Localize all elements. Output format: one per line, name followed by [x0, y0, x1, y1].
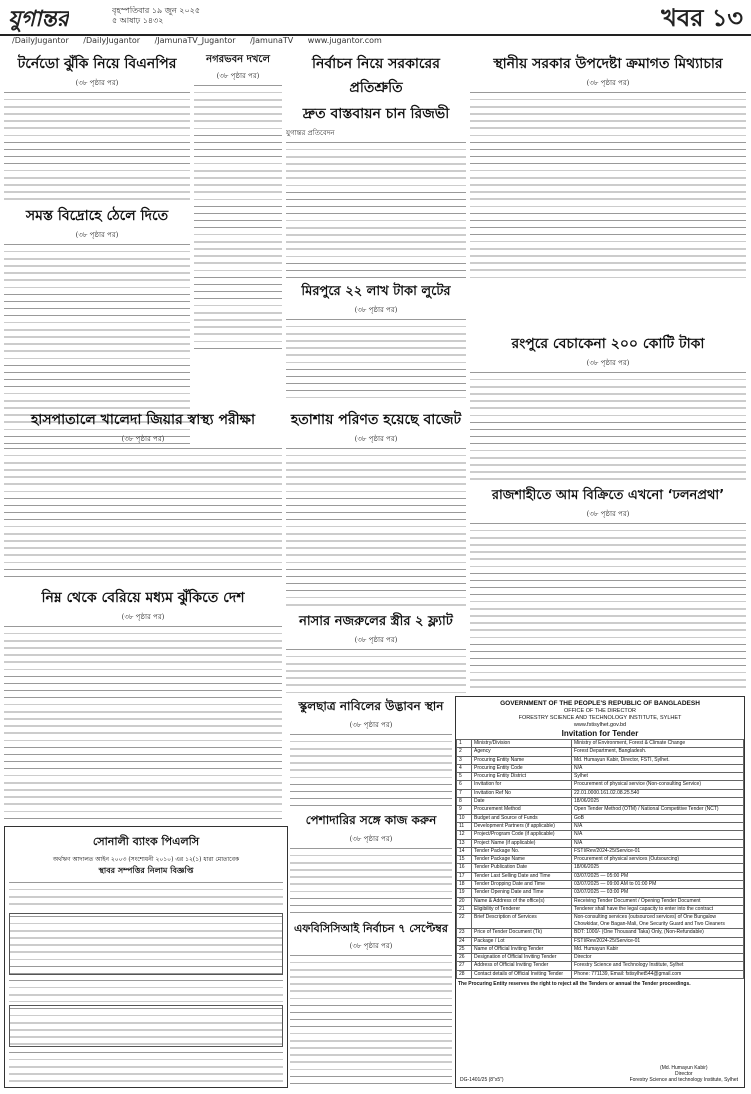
date-bangla: ৫ আষাঢ় ১৪৩২: [112, 16, 164, 25]
article-hospital: [4, 408, 282, 582]
table-cell: 25: [457, 945, 472, 953]
headline: স্কুলছাত্র নাবিলের উদ্ভাবন স্থান: [298, 699, 444, 713]
continued-note: (৩৮ পৃষ্ঠার পর): [586, 359, 630, 367]
table-cell: 21: [457, 905, 472, 913]
article-nasa: [286, 612, 466, 694]
date-line: [112, 6, 200, 26]
continued-note: (৩৮ পৃষ্ঠার পর): [121, 435, 165, 443]
headline: নিম্ন থেকে বেরিয়ে মধ্যম ঝুঁকিতে দেশ: [41, 590, 245, 606]
table-cell: 13: [457, 839, 472, 847]
tender-table: [456, 739, 744, 979]
masthead: [0, 0, 751, 36]
table-cell: Tender Package Name: [472, 856, 572, 864]
bank-name: সোনালী ব্যাংক পিএলসি: [92, 835, 200, 848]
table-cell: 7: [457, 789, 472, 797]
table-cell: Contact details of Official Inviting Tender: [472, 970, 572, 978]
article-middle-class: [4, 586, 282, 822]
table-cell: Project/Program Code (if applicable): [472, 831, 572, 839]
table-cell: Procurement of physical service (Non-consulting Service): [572, 781, 744, 789]
byline: যুগান্তর প্রতিবেদন: [286, 129, 335, 137]
continued-note: (৩৮ পৃষ্ঠার পর): [121, 613, 165, 621]
table-row: [457, 839, 744, 847]
headline: হাসপাতালে খালেদা জিয়ার স্বাস্থ্য পরীক্ষা: [30, 412, 256, 428]
table-cell: Invitation for: [472, 781, 572, 789]
article-mirpur: [286, 282, 466, 404]
table-cell: Project Name (if applicable): [472, 839, 572, 847]
table-cell: Development Partners (if applicable): [472, 822, 572, 830]
table-cell: 15: [457, 856, 472, 864]
article-body: [290, 953, 452, 1088]
article-fbcci: [290, 920, 452, 1088]
continued-note: (৩৮ পৃষ্ঠার পর): [586, 79, 630, 87]
headline: নির্বাচন নিয়ে সরকারের প্রতিশ্রুতি: [312, 56, 440, 96]
table-row: [457, 748, 744, 756]
table-cell: Md. Humayun Kabir, Director, FSTI, Sylhet.: [572, 756, 744, 764]
table-row: [457, 962, 744, 970]
table-cell: Ministry of Environment, Forest & Climate Change: [572, 740, 744, 748]
office-title: OFFICE OF THE DIRECTOR: [564, 708, 636, 714]
table-cell: Name of Official Inviting Tender: [472, 945, 572, 953]
headline: সমস্ত বিদ্রোহে ঠেলে দিতে: [25, 208, 169, 224]
table-row: [457, 914, 744, 929]
table-row: [457, 806, 744, 814]
table-row: [457, 905, 744, 913]
table-cell: Tender Dropping Date and Time: [472, 881, 572, 889]
article-budget: [286, 408, 466, 608]
headline: হতাশায় পরিণত হয়েছে বাজেট: [290, 412, 462, 428]
table-cell: 1: [457, 740, 472, 748]
table-row: [457, 847, 744, 855]
table-cell: 26: [457, 954, 472, 962]
headline: স্থানীয় সরকার উপদেষ্টা ক্রমাগত মিথ্যাচার: [493, 56, 723, 72]
table-cell: N/A: [572, 764, 744, 772]
table-cell: 6: [457, 781, 472, 789]
table-cell: Ministry/Division: [472, 740, 572, 748]
table-cell: 27: [457, 962, 472, 970]
table-cell: Budget and Source of Funds: [472, 814, 572, 822]
table-row: [457, 798, 744, 806]
table-cell: 9: [457, 806, 472, 814]
auction-notice-title: স্থাবর সম্পত্তির নিলাম বিজ্ঞপ্তি: [98, 865, 194, 875]
table-cell: 23: [457, 929, 472, 937]
table-cell: 16: [457, 864, 472, 872]
article-body: [4, 624, 282, 822]
article-body: [470, 90, 746, 278]
bank-subtitle: অর্থঋণ আদালত আইন ২০০৩ (সংশোধনী ২০১০) এর ১২(১) ধারা মোতাবেক: [52, 856, 240, 863]
table-cell: Procuring Entity Name: [472, 756, 572, 764]
newspaper-logo: যুগান্তর: [8, 6, 69, 32]
section-title: খবর ১৩: [661, 3, 743, 32]
table-row: [457, 929, 744, 937]
continued-note: (৩৮ পৃষ্ঠার পর): [349, 942, 393, 950]
article-body: [4, 446, 282, 582]
table-cell: N/A: [572, 831, 744, 839]
table-cell: FSTI/Rev/2024-25/Service-01: [572, 937, 744, 945]
table-row: [457, 889, 744, 897]
table-row: [457, 937, 744, 945]
table-row: [457, 881, 744, 889]
table-cell: Procuring Entity Code: [472, 764, 572, 772]
table-cell: Address of Official Inviting Tender: [472, 962, 572, 970]
institute-title: FORESTRY SCIENCE AND TECHNOLOGY INSTITUTE, SYLHET: [518, 715, 682, 721]
table-row: [457, 781, 744, 789]
article-rajshahi: [470, 486, 746, 692]
table-cell: Procurement Method: [472, 806, 572, 814]
table-cell: Price of Tender Document (Tk): [472, 929, 572, 937]
article-body: [286, 647, 466, 694]
youtube-link[interactable]: /JamunaTV_Jugantor: [154, 36, 236, 45]
table-cell: Tender Last Selling Date and Time: [472, 872, 572, 880]
article-body: [470, 370, 746, 482]
ad-footer: [9, 1050, 283, 1088]
tender-footer: The Procuring Entity reserves the right to reject all the Tenders or annual the Tender proceedings.: [458, 981, 691, 988]
article-local-govt: [470, 52, 746, 278]
social-links: [0, 36, 751, 50]
table-cell: Md. Humayun Kabir: [572, 945, 744, 953]
table-row: [457, 822, 744, 830]
table-cell: Invitation Ref No: [472, 789, 572, 797]
continued-note: (৩৮ পৃষ্ঠার পর): [216, 72, 260, 80]
table-cell: BDT: 1000/- (One Thousand Taka) Only, (Non-Refundable): [572, 929, 744, 937]
article-election: [286, 52, 466, 278]
headline: রংপুরে বেচাকেনা ২০০ কোটি টাকা: [511, 336, 705, 352]
table-cell: 2: [457, 748, 472, 756]
continued-note: (৩৮ পৃষ্ঠার পর): [354, 306, 398, 314]
table-cell: 12: [457, 831, 472, 839]
article-rangpur: [470, 332, 746, 482]
table-cell: Tenderer shall have the legal capacity to enter into the contract: [572, 905, 744, 913]
headline: টর্নেডো ঝুঁকি নিয়ে বিএনপির: [17, 56, 177, 72]
table-cell: 8: [457, 798, 472, 806]
table-cell: Non-consulting services (outsourced services) of One Bungalow Chowkidar, One Bagan-Mali, One Security Guard and Two Cleaners: [572, 914, 744, 929]
ad-ref: DG-1401/25 (8"x5"): [460, 1077, 504, 1083]
table-cell: 10: [457, 814, 472, 822]
table-cell: 18/06/2025: [572, 864, 744, 872]
table-cell: 24: [457, 937, 472, 945]
article-body: [286, 317, 466, 404]
article-profession: [290, 812, 452, 916]
table-row: [457, 897, 744, 905]
article-body: [470, 521, 746, 692]
table-cell: Procuring Entity District: [472, 773, 572, 781]
table-row: [457, 945, 744, 953]
table-cell: 03/07/2025 — 03:00 PM: [572, 889, 744, 897]
website-link[interactable]: www.jugantor.com: [307, 36, 382, 45]
table-cell: 3: [457, 756, 472, 764]
tender-title: Invitation for Tender: [561, 729, 639, 738]
table-cell: Forest Department, Bangladesh.: [572, 748, 744, 756]
headline: এফবিসিসিআই নির্বাচন ৭ সেপ্টেম্বর: [294, 922, 448, 935]
table-cell: Tender Opening Date and Time: [472, 889, 572, 897]
gov-title: GOVERNMENT OF THE PEOPLE'S REPUBLIC OF BANGLADESH: [500, 700, 700, 707]
table-cell: 5: [457, 773, 472, 781]
article-tornado: [4, 52, 190, 200]
table-row: [457, 740, 744, 748]
table-cell: Designation of Official Inviting Tender: [472, 954, 572, 962]
signer-title: Director: [675, 1071, 693, 1077]
headline: নাসার নজরুলের স্ত্রীর ২ ফ্ল্যাট: [299, 614, 453, 629]
article-body: [194, 83, 282, 352]
auction-table: [9, 913, 283, 975]
article-nagar-bhaban: [194, 52, 282, 352]
table-cell: Eligibility of Tenderer: [472, 905, 572, 913]
table-cell: 28: [457, 970, 472, 978]
table-cell: 22: [457, 914, 472, 929]
table-row: [457, 756, 744, 764]
article-school: [290, 698, 452, 808]
table-cell: 03/07/2025 — 09:00 AM to 01:00 PM: [572, 881, 744, 889]
continued-note: (৩৮ পৃষ্ঠার পর): [586, 510, 630, 518]
table-cell: Agency: [472, 748, 572, 756]
property-table: [9, 1005, 283, 1047]
twitter-link[interactable]: /DailyJugantor: [83, 36, 141, 45]
tender-notice: [455, 696, 745, 1088]
table-cell: Receiving Tender Document / Opening Tender Document: [572, 897, 744, 905]
table-cell: Name & Address of the office(s): [472, 897, 572, 905]
continued-note: (৩৮ পৃষ্ঠার পর): [349, 721, 393, 729]
table-cell: 18: [457, 881, 472, 889]
table-cell: Open Tender Method (OTM) / National Competitive Tender (NCT): [572, 806, 744, 814]
ad-body: [9, 880, 283, 910]
article-body: [290, 846, 452, 916]
headline-line2: দ্রুত বাস্তবায়ন চান রিজভী: [302, 106, 450, 122]
facebook-link[interactable]: /DailyJugantor: [12, 36, 69, 45]
article-body: [4, 90, 190, 200]
article-body: [286, 140, 466, 278]
table-cell: 19: [457, 889, 472, 897]
continued-note: (৩৮ পৃষ্ঠার পর): [75, 231, 119, 239]
article-body: [286, 446, 466, 608]
table-cell: N/A: [572, 839, 744, 847]
table-row: [457, 872, 744, 880]
table-cell: Phone: 771139, Email: fstisylhet544@gmail.com: [572, 970, 744, 978]
table-cell: 17: [457, 872, 472, 880]
date-gregorian: বৃহস্পতিবার ১৯ জুন ২০২৫: [112, 6, 201, 15]
table-row: [457, 764, 744, 772]
table-cell: Procurement of physical services (Outsourcing): [572, 856, 744, 864]
headline: নগরভবন দখলে: [206, 54, 270, 65]
article-body: [290, 732, 452, 808]
continued-note: (৩৮ পৃষ্ঠার পর): [354, 636, 398, 644]
signature-block: [630, 1065, 738, 1083]
table-cell: N/A: [572, 822, 744, 830]
table-row: [457, 856, 744, 864]
table-cell: FSTI/Rev/2024-25/Service-01: [572, 847, 744, 855]
continued-note: (৩৮ পৃষ্ঠার পর): [75, 79, 119, 87]
table-cell: Tender Package No.: [472, 847, 572, 855]
continued-note: (৩৮ পৃষ্ঠার পর): [354, 435, 398, 443]
table-row: [457, 954, 744, 962]
table-cell: Tender Publication Date: [472, 864, 572, 872]
ad-conditions: [9, 978, 283, 1002]
continued-note: (৩৮ পৃষ্ঠার পর): [349, 835, 393, 843]
bank-auction-ad: [4, 826, 288, 1088]
table-cell: Date: [472, 798, 572, 806]
table-cell: Forestry Science and Technology Institute, Sylhet: [572, 962, 744, 970]
table-cell: 11: [457, 822, 472, 830]
table-cell: 20: [457, 897, 472, 905]
signer-name: (Md. Humayun Kabir): [660, 1065, 708, 1071]
table-cell: 22.01.0000.161.02.08.25.540: [572, 789, 744, 797]
table-row: [457, 773, 744, 781]
table-cell: 14: [457, 847, 472, 855]
signer-office: Forestry Science and technology Institute, Sylhet: [629, 1077, 738, 1083]
website: www.fstisylhet.gov.bd: [573, 722, 627, 728]
instagram-link[interactable]: /JamunaTV: [250, 36, 294, 45]
headline: পেশাদারির সঙ্গে কাজ করুন: [305, 813, 437, 827]
table-cell: Director: [572, 954, 744, 962]
table-cell: GoB: [572, 814, 744, 822]
table-cell: 03/07/2025 — 05:00 PM: [572, 872, 744, 880]
table-row: [457, 814, 744, 822]
table-row: [457, 789, 744, 797]
table-row: [457, 970, 744, 978]
table-row: [457, 831, 744, 839]
table-row: [457, 864, 744, 872]
headline: মিরপুরে ২২ লাখ টাকা লুটের: [301, 284, 451, 299]
table-cell: Package / Lot: [472, 937, 572, 945]
headline: রাজশাহীতে আম বিক্রিতে এখনো ‘ঢলনপ্রথা’: [491, 488, 725, 503]
table-cell: 18/06/2025: [572, 798, 744, 806]
table-cell: 4: [457, 764, 472, 772]
table-cell: Brief Description of Services: [472, 914, 572, 929]
table-cell: Sylhet: [572, 773, 744, 781]
